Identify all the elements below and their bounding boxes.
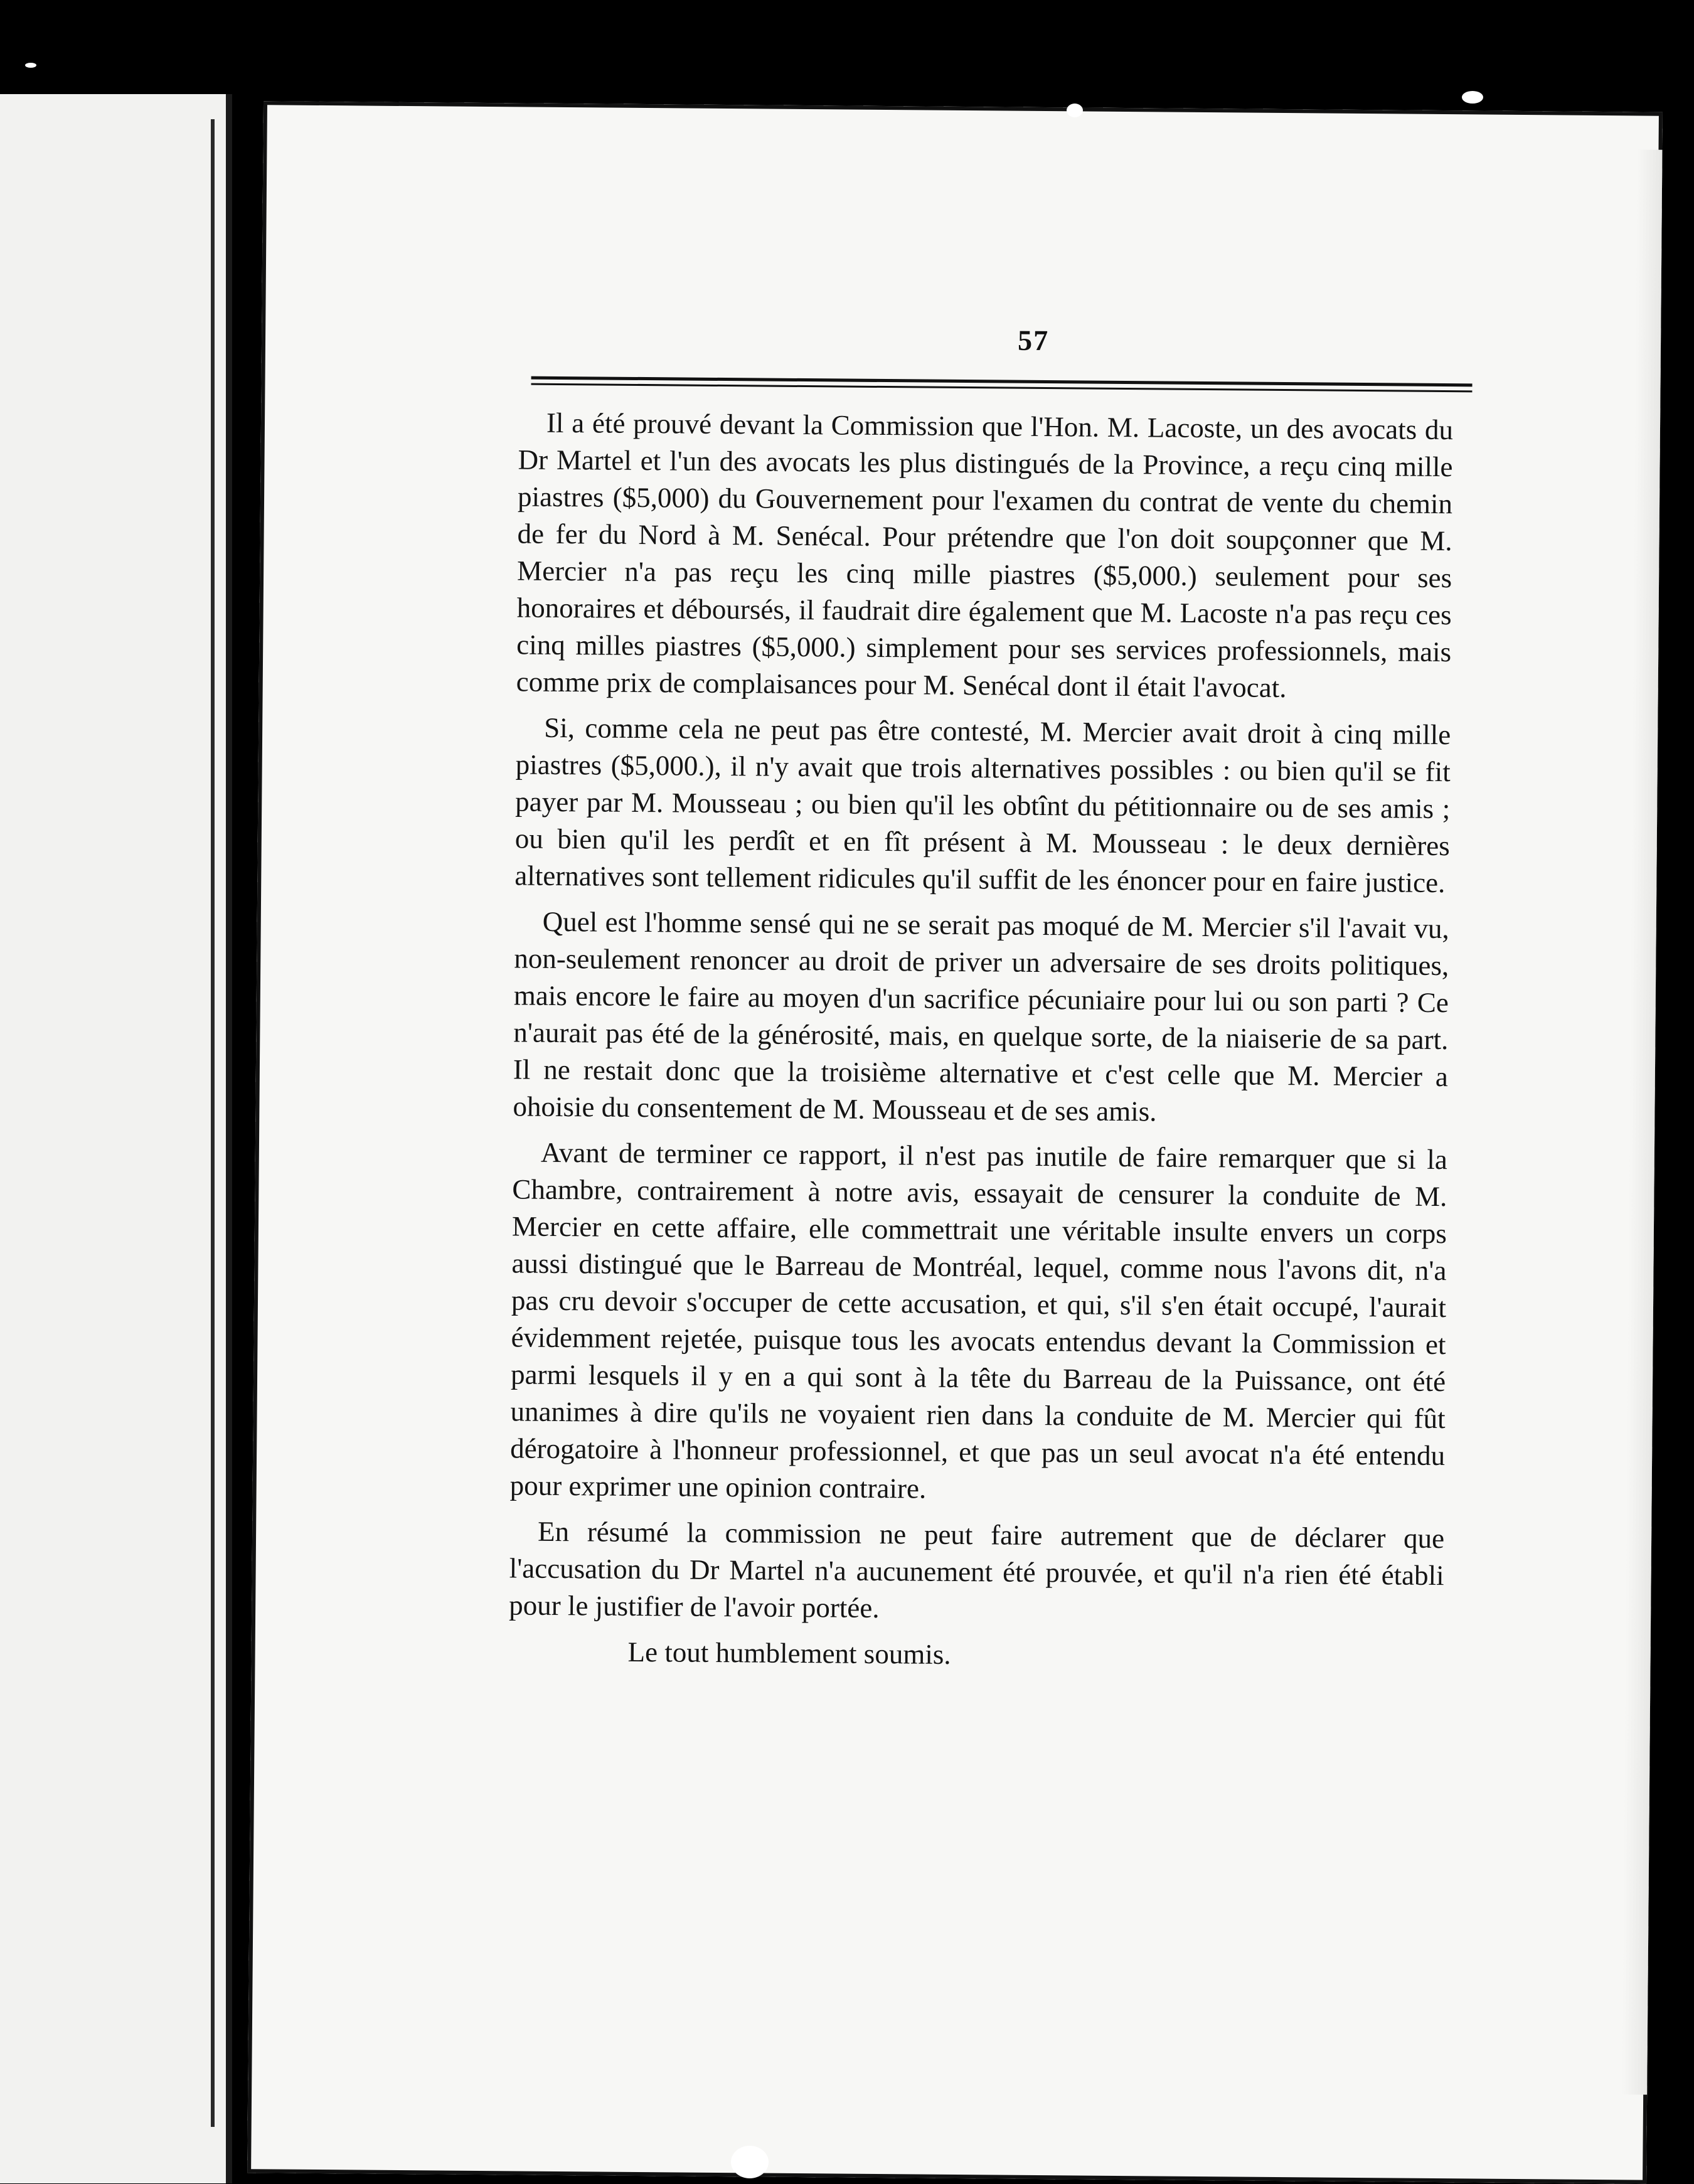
scan-speck — [731, 2146, 769, 2178]
page-number: 57 — [1017, 324, 1050, 357]
closing-line: Le tout humblement soumis. — [627, 1636, 951, 1670]
scan-speck — [25, 63, 36, 68]
paragraph: En résumé la commission ne peut faire autrement que de déclarer que l'accusation du Dr Martel n'a aucunement été prouvée, et qu'il n'a rien été établi pour le justifier de l'avoir portée. — [509, 1515, 1445, 1624]
document-page — [247, 101, 1663, 2183]
facing-page-edge — [0, 94, 232, 2183]
paragraph: Il a été prouvé devant la Commission que l'Hon. M. Lacoste, un des avocats du Dr Martel et l'un des avocats les plus distingués de la Province, a reçu cinq mille piastres ($5,000) du Gouvernement pour l'examen du contrat de vente du chemin de fer du Nord à M. Senécal. Pour prétendre que l'on doit soupçonner que M. Mercier n'a pas reçu les cinq mille piastres ($5,000.) seulement pour ses honoraires et déboursés, il faudrait dire également que M. Lacoste n'a pas reçu ces cinq milles piastres ($5,000.) simplement pour ses services professionnels, mais comme prix de complaisances pour M. Senécal dont il était l'avocat. — [516, 407, 1454, 704]
scan-speck — [1462, 91, 1483, 104]
paragraph: Quel est l'homme sensé qui ne se serait pas moqué de M. Mercier s'il l'avait vu, non-seulement renoncer au droit de priver un adversaire de ses droits politiques, mais encore le faire au moyen d'un sacrifice pécuniaire pour lui ou son parti ? Ce n'aurait pas été de la générosité, mais, en quelque sorte, de la niaiserie de sa part. Il ne restait donc que la troisième alternative et c'est celle que M. Mercier a ohoisie du consentement de M. Mousseau et de ses amis. — [513, 905, 1449, 1127]
scan-speck — [1067, 104, 1083, 117]
paragraph: Avant de terminer ce rapport, il n'est pas inutile de faire remarquer que si la Chambre, contrairement à notre avis, essayait de censurer la conduite de M. Mercier en cette affaire, elle commettrait une véritable insulte envers un corps aussi distingué que le Barreau de Montréal, lequel, comme nous l'avons dit, n'a pas cru devoir s'occuper de cette accusation, et qui, s'il s'en était occupé, l'aurait évidemment rejetée, puisque tous les avocats entendus devant la Commission et parmi lesquels il y en a qui sont à la tête du Barreau de la Puissance, ont été unanimes à dire qu'ils ne voyaient rien dans la conduite de M. Mercier qui fût dérogatoire à l'honneur professionnel, et que pas un seul avocat n'a été entendu pour exprimer une opinion contraire. — [509, 1136, 1448, 1505]
body-text — [508, 404, 1453, 1686]
paragraph: Si, comme cela ne peut pas être contesté, M. Mercier avait droit à cinq mille piastres ($5,000.), il n'y avait que trois alternatives possibles : ou bien qu'il se fit payer par M. Mousseau ; ou bien qu'il les obtînt du pétitionnaire ou de ses amis ; ou bien qu'il les perdît et en fît présent à M. Mousseau : le deux dernières alternatives sont tellement ridicules qu'il suffit de les énoncer pour en faire justice. — [514, 711, 1451, 899]
